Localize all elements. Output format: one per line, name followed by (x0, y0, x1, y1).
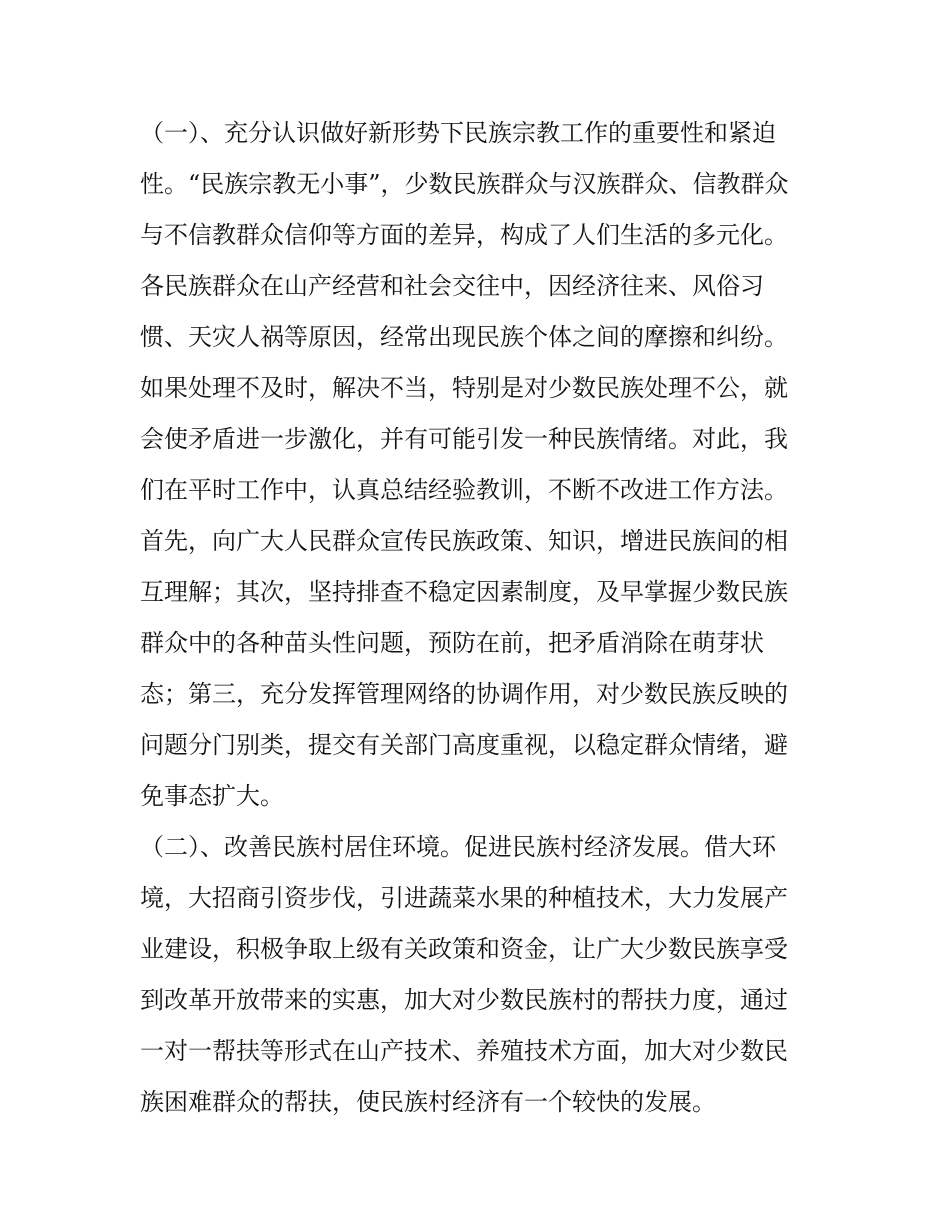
text-line: 群众中的各种苗头性问题，预防在前，把矛盾消除在萌芽状 (140, 629, 764, 657)
text-line: 首先，向广大人民群众宣传民族政策、知识，增进民族间的相 (140, 527, 788, 555)
document-page (140, 108, 820, 1128)
text-line: 态；第三，充分发挥管理网络的协调作用，对少数民族反映的 (140, 680, 788, 708)
text-line: 境，大招商引资步伐，引进蔬菜水果的种植技术，大力发展产 (140, 884, 788, 912)
text-line: 性。“民族宗教无小事”，少数民族群众与汉族群众、信教群众 (140, 170, 789, 198)
text-line: 到改革开放带来的实惠，加大对少数民族村的帮扶力度，通过 (140, 986, 788, 1014)
text-line: 互理解；其次，坚持排查不稳定因素制度，及早掌握少数民族 (140, 578, 788, 606)
text-line: 会使矛盾进一步激化，并有可能引发一种民族情绪。对此，我 (140, 425, 788, 453)
text-line: （一）、充分认识做好新形势下民族宗教工作的重要性和紧迫 (140, 119, 776, 147)
text-line: （二）、改善民族村居住环境。促进民族村经济发展。借大环 (140, 833, 776, 861)
text-line: 各民族群众在山产经营和社会交往中，因经济往来、风俗习 (140, 272, 764, 300)
text-line: 免事态扩大。 (140, 782, 284, 810)
text-line: 与不信教群众信仰等方面的差异，构成了人们生活的多元化。 (140, 221, 788, 249)
text-line: 问题分门别类，提交有关部门高度重视，以稳定群众情绪，避 (140, 731, 788, 759)
text-line: 惯、天灾人祸等原因，经常出现民族个体之间的摩擦和纠纷。 (140, 323, 788, 351)
text-line: 一对一帮扶等形式在山产技术、养殖技术方面，加大对少数民 (140, 1037, 788, 1065)
text-line: 们在平时工作中，认真总结经验教训，不断不改进工作方法。 (140, 476, 788, 504)
text-line: 族困难群众的帮扶，使民族村经济有一个较快的发展。 (140, 1088, 716, 1116)
text-line: 业建设，积极争取上级有关政策和资金，让广大少数民族享受 (140, 935, 788, 963)
text-line: 如果处理不及时，解决不当，特别是对少数民族处理不公，就 (140, 374, 788, 402)
